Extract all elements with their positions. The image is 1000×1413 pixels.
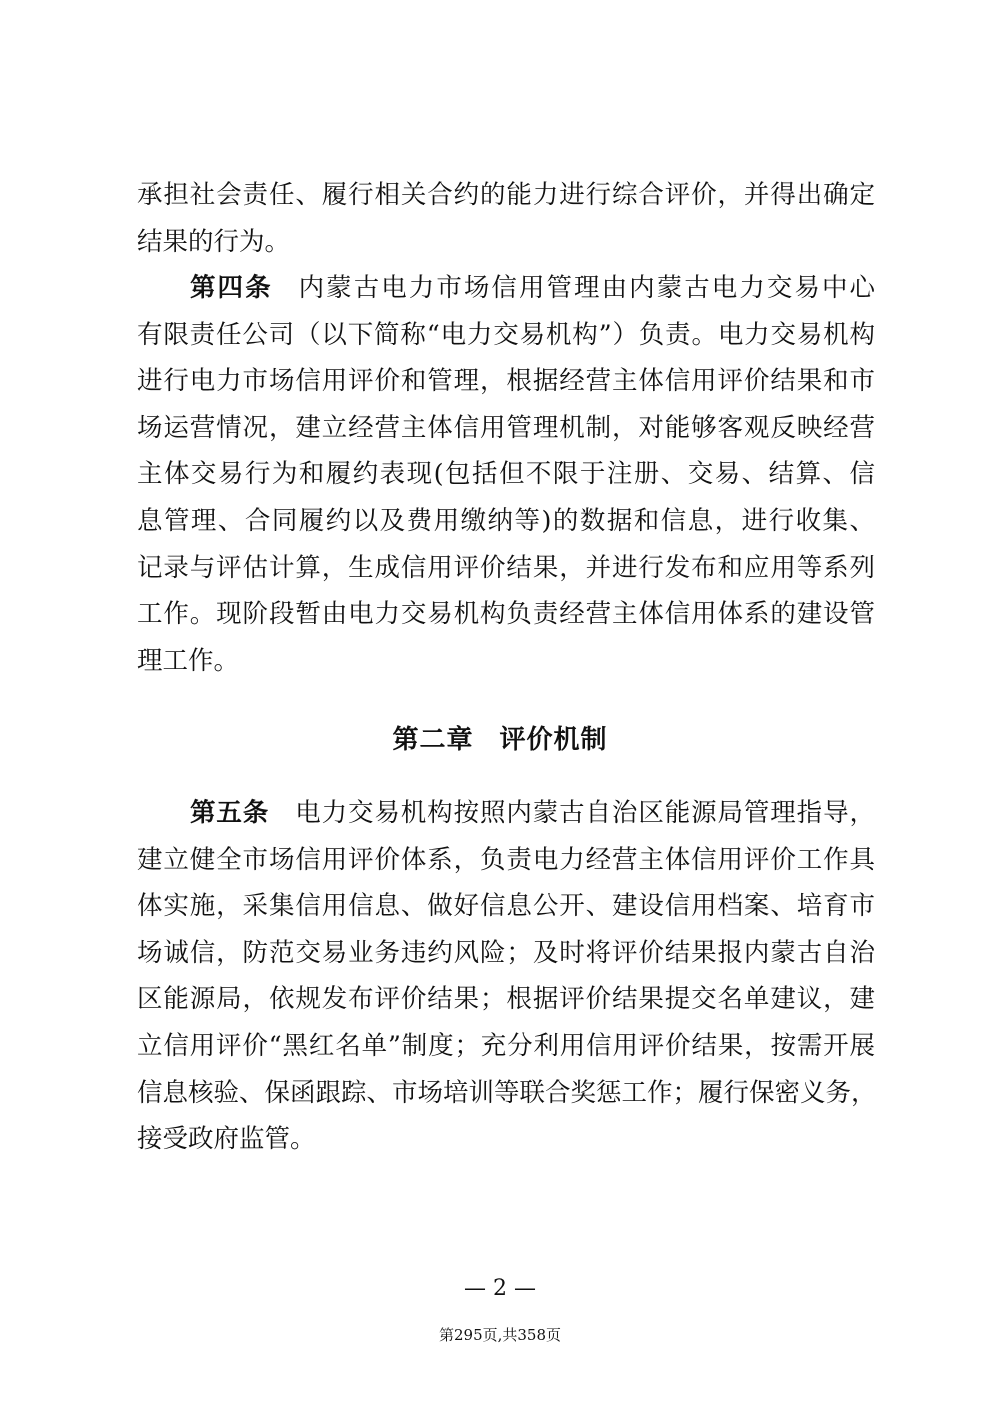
text-line-content: 内蒙古电力市场信用管理由内蒙古电力交易中心: [298, 273, 875, 303]
text-line: 理工作。: [137, 645, 240, 676]
text-line-content: 电力交易机构按照内蒙古自治区能源局管理指导，: [295, 798, 875, 828]
text-line: 记录与评估计算，生成信用评价结果，并进行发布和应用等系列: [137, 552, 875, 583]
text-line: 体实施，采集信用信息、做好信息公开、建设信用档案、培育市: [137, 891, 875, 922]
text-line: 结果的行为。: [137, 226, 291, 257]
continuation-paragraph: [137, 172, 875, 265]
text-line: 工作。现阶段暂由电力交易机构负责经营主体信用体系的建设管: [137, 599, 875, 630]
article-4-paragraph: [137, 265, 875, 684]
chapter-number: 第二章: [392, 725, 474, 755]
text-line: [137, 265, 875, 312]
text-line: 承担社会责任、履行相关合约的能力进行综合评价，并得出确定: [137, 180, 875, 210]
text-line: 场诚信，防范交易业务违约风险；及时将评价结果报内蒙古自治: [137, 937, 875, 968]
article-label: 第四条: [190, 273, 273, 303]
text-line: 主体交易行为和履约表现(包括但不限于注册、交易、结算、信: [137, 459, 875, 490]
text-line: 信息核验、保函跟踪、市场培训等联合奖惩工作；履行保密义务，: [137, 1077, 877, 1108]
text-line: 息管理、合同履约以及费用缴纳等)的数据和信息，进行收集、: [137, 505, 875, 536]
chapter-title: 评价机制: [499, 725, 608, 755]
chapter-heading: [0, 719, 1000, 756]
text-line: 进行电力市场信用评价和管理，根据经营主体信用评价结果和市: [137, 366, 875, 397]
text-line: [137, 790, 875, 837]
page-info: 第295页,共358页: [438, 1326, 562, 1344]
article-5-paragraph: [137, 790, 875, 1163]
page-number: — 2 —: [464, 1276, 536, 1301]
text-line: 接受政府监管。: [137, 1124, 316, 1155]
text-line: 建立健全市场信用评价体系，负责电力经营主体信用评价工作具: [137, 844, 875, 875]
text-line: 场运营情况，建立经营主体信用管理机制，对能够客观反映经营: [137, 412, 875, 443]
text-line: 立信用评价“黑红名单”制度；充分利用信用评价结果，按需开展: [137, 1030, 875, 1061]
article-label: 第五条: [190, 798, 270, 828]
text-line: 有限责任公司（以下简称“电力交易机构”）负责。电力交易机构: [137, 319, 875, 350]
text-line: 区能源局，依规发布评价结果；根据评价结果提交名单建议，建: [137, 984, 875, 1015]
